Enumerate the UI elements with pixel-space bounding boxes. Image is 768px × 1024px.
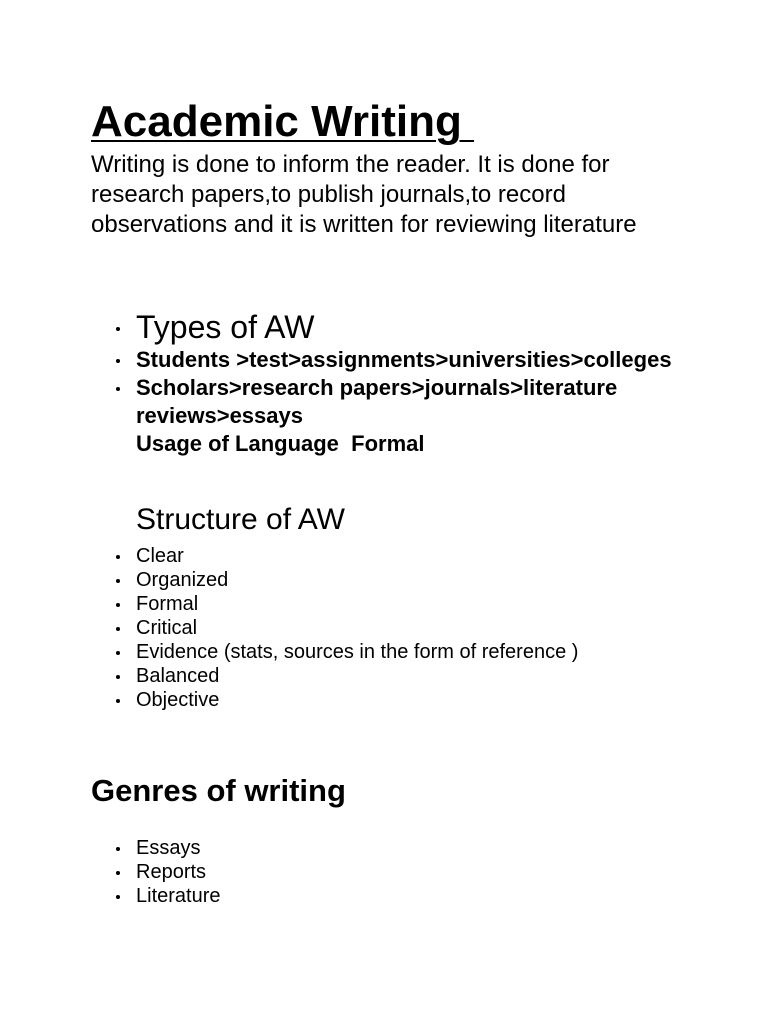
list-item: Critical	[91, 616, 731, 640]
structure-heading: Structure of AW	[136, 503, 345, 536]
list-item: Formal	[91, 592, 731, 616]
list-item: Literature	[91, 884, 731, 908]
list-item-students: Students >test>assignments>universities>colleges	[91, 346, 731, 374]
intro-paragraph: Writing is done to inform the reader. It is done for research papers,to publish journals,to record observations and it is written for reviewing literature	[91, 151, 637, 238]
genres-heading: Genres of writing	[91, 773, 346, 808]
structure-list	[91, 544, 731, 712]
list-item: Reports	[91, 860, 731, 884]
types-list	[91, 308, 731, 430]
page-title: Academic Writing	[91, 97, 475, 146]
list-item: Objective	[91, 688, 731, 712]
genres-list	[91, 836, 731, 908]
types-heading: Types of AW	[91, 308, 731, 346]
list-item: Clear	[91, 544, 731, 568]
usage-of-language: Usage of Language Formal	[136, 431, 425, 456]
document-page	[91, 96, 731, 908]
list-item: Evidence (stats, sources in the form of reference )	[91, 640, 731, 664]
list-item-scholars: Scholars>research papers>journals>literature reviews>essays	[91, 374, 731, 430]
list-item: Balanced	[91, 664, 731, 688]
list-item: Organized	[91, 568, 731, 592]
list-item: Essays	[91, 836, 731, 860]
